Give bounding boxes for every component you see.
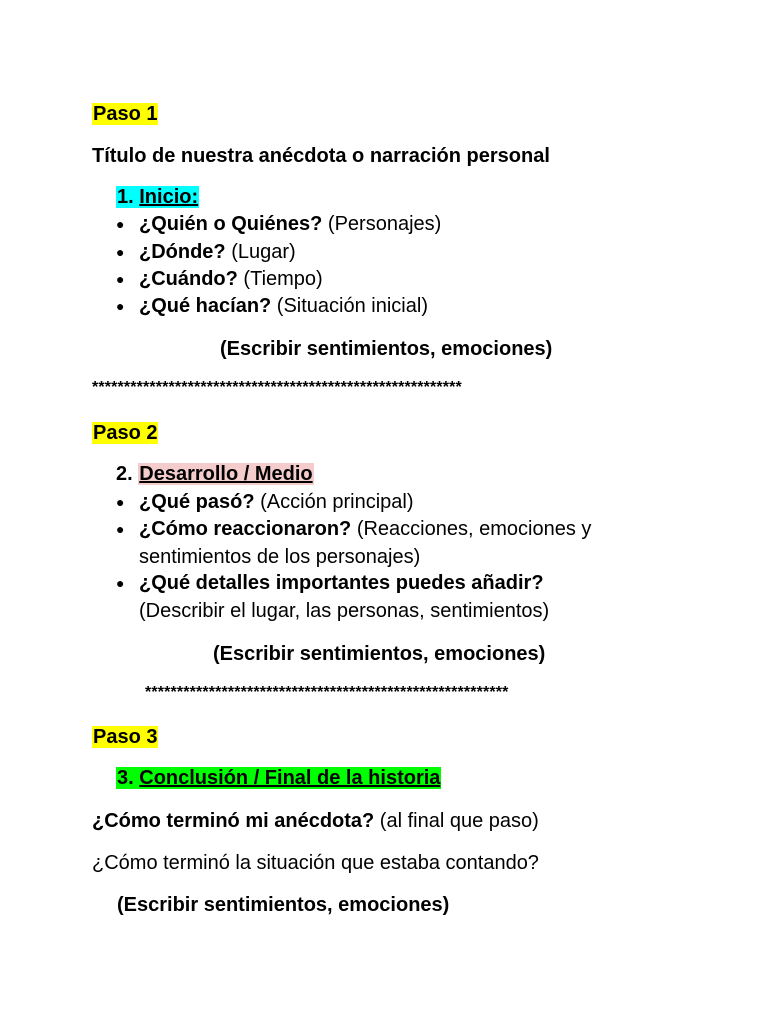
list-item: ¿Qué pasó? (Acción principal) bbox=[139, 491, 414, 513]
bullet-icon: ● bbox=[116, 271, 125, 287]
bullet-icon: ● bbox=[116, 244, 125, 260]
note-emotions: (Escribir sentimientos, emociones) bbox=[117, 894, 450, 916]
section-inicio-heading bbox=[116, 185, 199, 209]
list-item: ¿Cómo reaccionaron? (Reacciones, emociones y bbox=[139, 518, 592, 540]
list-item: ¿Quién o Quiénes? (Personajes) bbox=[139, 213, 442, 235]
bullet-icon: ● bbox=[116, 298, 125, 314]
section-conclusion-title: Conclusión / Final de la historia bbox=[139, 767, 441, 789]
section-desarrollo-heading bbox=[116, 462, 314, 486]
story-title: Título de nuestra anécdota o narración personal bbox=[92, 145, 550, 167]
paso-2-label bbox=[92, 421, 158, 445]
list-item: ¿Qué hacían? (Situación inicial) bbox=[139, 295, 428, 317]
note-emotions: (Escribir sentimientos, emociones) bbox=[220, 338, 553, 360]
paso-1-highlight: Paso 1 bbox=[93, 103, 158, 125]
section-number: 1. bbox=[117, 186, 134, 208]
bullet-icon: ● bbox=[116, 494, 125, 510]
paso-2-highlight: Paso 2 bbox=[93, 422, 158, 444]
section-conclusion-heading bbox=[116, 766, 441, 790]
note-emotions: (Escribir sentimientos, emociones) bbox=[213, 643, 546, 665]
list-item: ¿Dónde? (Lugar) bbox=[139, 241, 296, 263]
section-number: 3. bbox=[117, 767, 134, 789]
section-inicio-title: Inicio: bbox=[139, 186, 199, 208]
section-inicio-highlight bbox=[116, 186, 199, 208]
list-item-continuation: (Describir el lugar, las personas, sentimientos) bbox=[139, 600, 550, 622]
separator: ********************************************************** bbox=[92, 379, 462, 396]
section-desarrollo-title: Desarrollo / Medio bbox=[139, 463, 313, 485]
list-item-continuation: sentimientos de los personajes) bbox=[139, 546, 421, 568]
bullet-icon: ● bbox=[116, 575, 125, 591]
section-number: 2. bbox=[116, 463, 133, 485]
separator: ********************************************************* bbox=[145, 684, 509, 701]
paso-3-highlight: Paso 3 bbox=[93, 726, 158, 748]
question-situation: ¿Cómo terminó la situación que estaba contando? bbox=[92, 852, 539, 874]
section-conclusion-highlight bbox=[116, 767, 441, 789]
question-ending: ¿Cómo terminó mi anécdota? (al final que paso) bbox=[92, 810, 539, 832]
paso-1-label bbox=[92, 102, 158, 126]
paso-3-label bbox=[92, 725, 158, 749]
bullet-icon: ● bbox=[116, 521, 125, 537]
list-item: ¿Qué detalles importantes puedes añadir? bbox=[139, 572, 544, 594]
bullet-icon: ● bbox=[116, 216, 125, 232]
list-item: ¿Cuándo? (Tiempo) bbox=[139, 268, 323, 290]
